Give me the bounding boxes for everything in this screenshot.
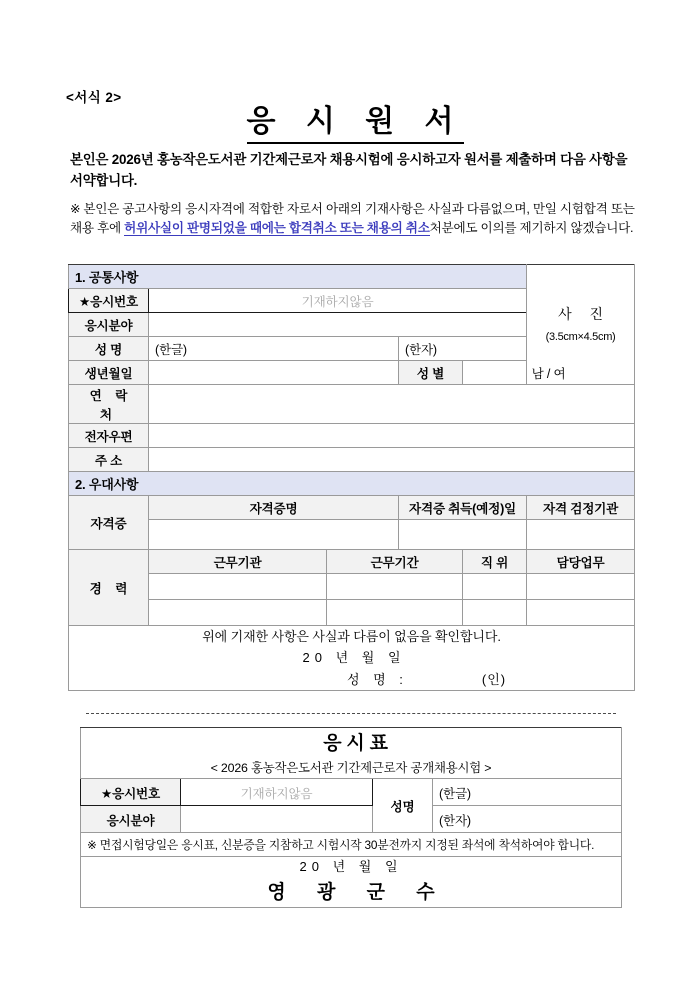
ticket-name-label: 성명 [373,779,433,833]
table-row [69,385,635,424]
ticket-field-label: 응시분야 [81,806,181,833]
photo-label: 사 진 [558,305,611,322]
table-row [81,857,622,908]
page-title [0,96,700,140]
career-duty-input[interactable] [527,600,635,626]
ticket-instruction-note: ※ 면접시험당일은 응시표, 신분증을 지참하고 시험시작 30분전까지 지정된 좌석에 착석하여야 합니다. [81,833,622,857]
birthdate-input[interactable] [149,361,399,385]
ticket-exam-number-field[interactable]: 기재하지않음 [181,779,373,806]
confirmation-signature-line [75,669,628,690]
table-row [81,833,622,857]
field-input[interactable] [149,313,527,337]
confirm-month-unit: 월 [361,650,380,666]
career-period-input[interactable] [327,574,463,600]
cut-line-divider [86,713,616,714]
contact-input[interactable] [149,385,635,424]
certificate-date-input[interactable] [399,520,527,550]
ticket-footer-block [81,857,622,908]
exam-number-field[interactable]: 기재하지않음 [149,289,527,313]
ticket-subtitle: < 2026 홍농작은도서관 기간제근로자 공개채용시험 > [81,755,622,779]
confirmation-date-line [75,647,628,668]
ticket-field-input[interactable] [181,806,373,833]
admission-ticket-table [80,727,622,908]
notice-mark-icon: ※ [70,202,81,216]
table-row [81,755,622,779]
name-label: 성 명 [69,337,149,361]
table-row [69,448,635,472]
confirmation-block [69,626,635,691]
ticket-date-line [299,859,402,874]
career-row-label: 경 력 [69,550,149,626]
ticket-name-hangul-input[interactable]: (한글) [433,779,622,806]
career-column-position: 직 위 [463,550,527,574]
certificate-column-date: 자격증 취득(예정)일 [399,496,527,520]
section2-heading: 2. 우대사항 [69,472,635,496]
ticket-exam-number-label: ★응시번호 [81,779,181,806]
career-column-duty: 담당업무 [527,550,635,574]
ticket-issuing-authority: 영 광 군 수 [267,881,448,903]
name-hangul-input[interactable]: (한글) [149,337,399,361]
certificate-issuer-input[interactable] [527,520,635,550]
section1-heading: 1. 공통사항 [69,265,527,289]
ticket-day-unit: 일 [384,859,403,874]
email-input[interactable] [149,424,635,448]
notice-text-part2: 처분에도 이의를 제기하지 않겠습니다. [429,221,634,236]
certificate-name-input[interactable] [149,520,399,550]
pledge-notice [70,200,645,238]
photo-size-label: (3.5cm×4.5cm) [545,331,616,344]
career-org-input[interactable] [149,574,327,600]
ticket-year-value: 20 [299,859,324,874]
field-label: 응시분야 [69,313,149,337]
contact-label: 연 락 처 [69,385,149,424]
table-row [69,600,635,626]
form-code-label: <서식 2> [66,90,122,105]
certificate-column-issuer: 자격 검정기관 [527,496,635,520]
birthdate-label: 생년월일 [69,361,149,385]
exam-number-label: ★응시번호 [69,289,149,313]
page-title-text: 응 시 원 서 [247,105,465,144]
intro-paragraph: 본인은 2026년 홍농작은도서관 기간제근로자 채용시험에 응시하고자 원서를 제출하며 다음 사항을 서약합니다. [70,152,628,188]
confirm-year-unit: 년 [335,650,354,666]
table-row [81,779,622,806]
ticket-title: 응 시 표 [81,728,622,756]
confirmation-statement: 위에 기재한 사항은 사실과 다름이 없음을 확인합니다. [202,629,501,644]
notice-text-part1: 본인은 공고사항의 응시자격에 적합한 자로서 아래의 기재사항은 사실과 다름없으며, 만일 시험합격 또는 채용 후에 [70,202,635,236]
confirm-name-label: 성 명 : [346,671,408,687]
gender-value[interactable]: 남 / 여 [463,361,635,385]
email-label: 전자우편 [69,424,149,448]
career-position-input[interactable] [463,600,527,626]
confirm-year-value: 20 [302,650,327,666]
table-row [81,728,622,756]
career-position-input[interactable] [463,574,527,600]
table-row [69,520,635,550]
confirm-day-unit: 일 [387,650,406,666]
confirm-seal-marker: (인) [481,671,507,687]
table-row [69,496,635,520]
table-row [69,472,635,496]
career-period-input[interactable] [327,600,463,626]
application-form-table [68,264,635,691]
certificate-row-label: 자격증 [69,496,149,550]
address-input[interactable] [149,448,635,472]
career-column-period: 근무기간 [327,550,463,574]
career-org-input[interactable] [149,600,327,626]
table-row [81,806,622,833]
gender-label: 성 별 [399,361,463,385]
table-row [69,550,635,574]
career-column-org: 근무기관 [149,550,327,574]
notice-highlight-text: 허위사실이 판명되었을 때에는 합격취소 또는 채용의 취소 [124,221,430,236]
ticket-name-hanja-input[interactable]: (한자) [433,806,622,833]
name-hanja-input[interactable]: (한자) [399,337,527,361]
table-row [69,574,635,600]
ticket-year-unit: 년 [332,859,351,874]
table-row [69,424,635,448]
table-row [69,626,635,691]
address-label: 주 소 [69,448,149,472]
table-row [69,361,635,385]
career-duty-input[interactable] [527,574,635,600]
certificate-column-name: 자격증명 [149,496,399,520]
ticket-month-unit: 월 [358,859,377,874]
table-row [69,265,635,289]
